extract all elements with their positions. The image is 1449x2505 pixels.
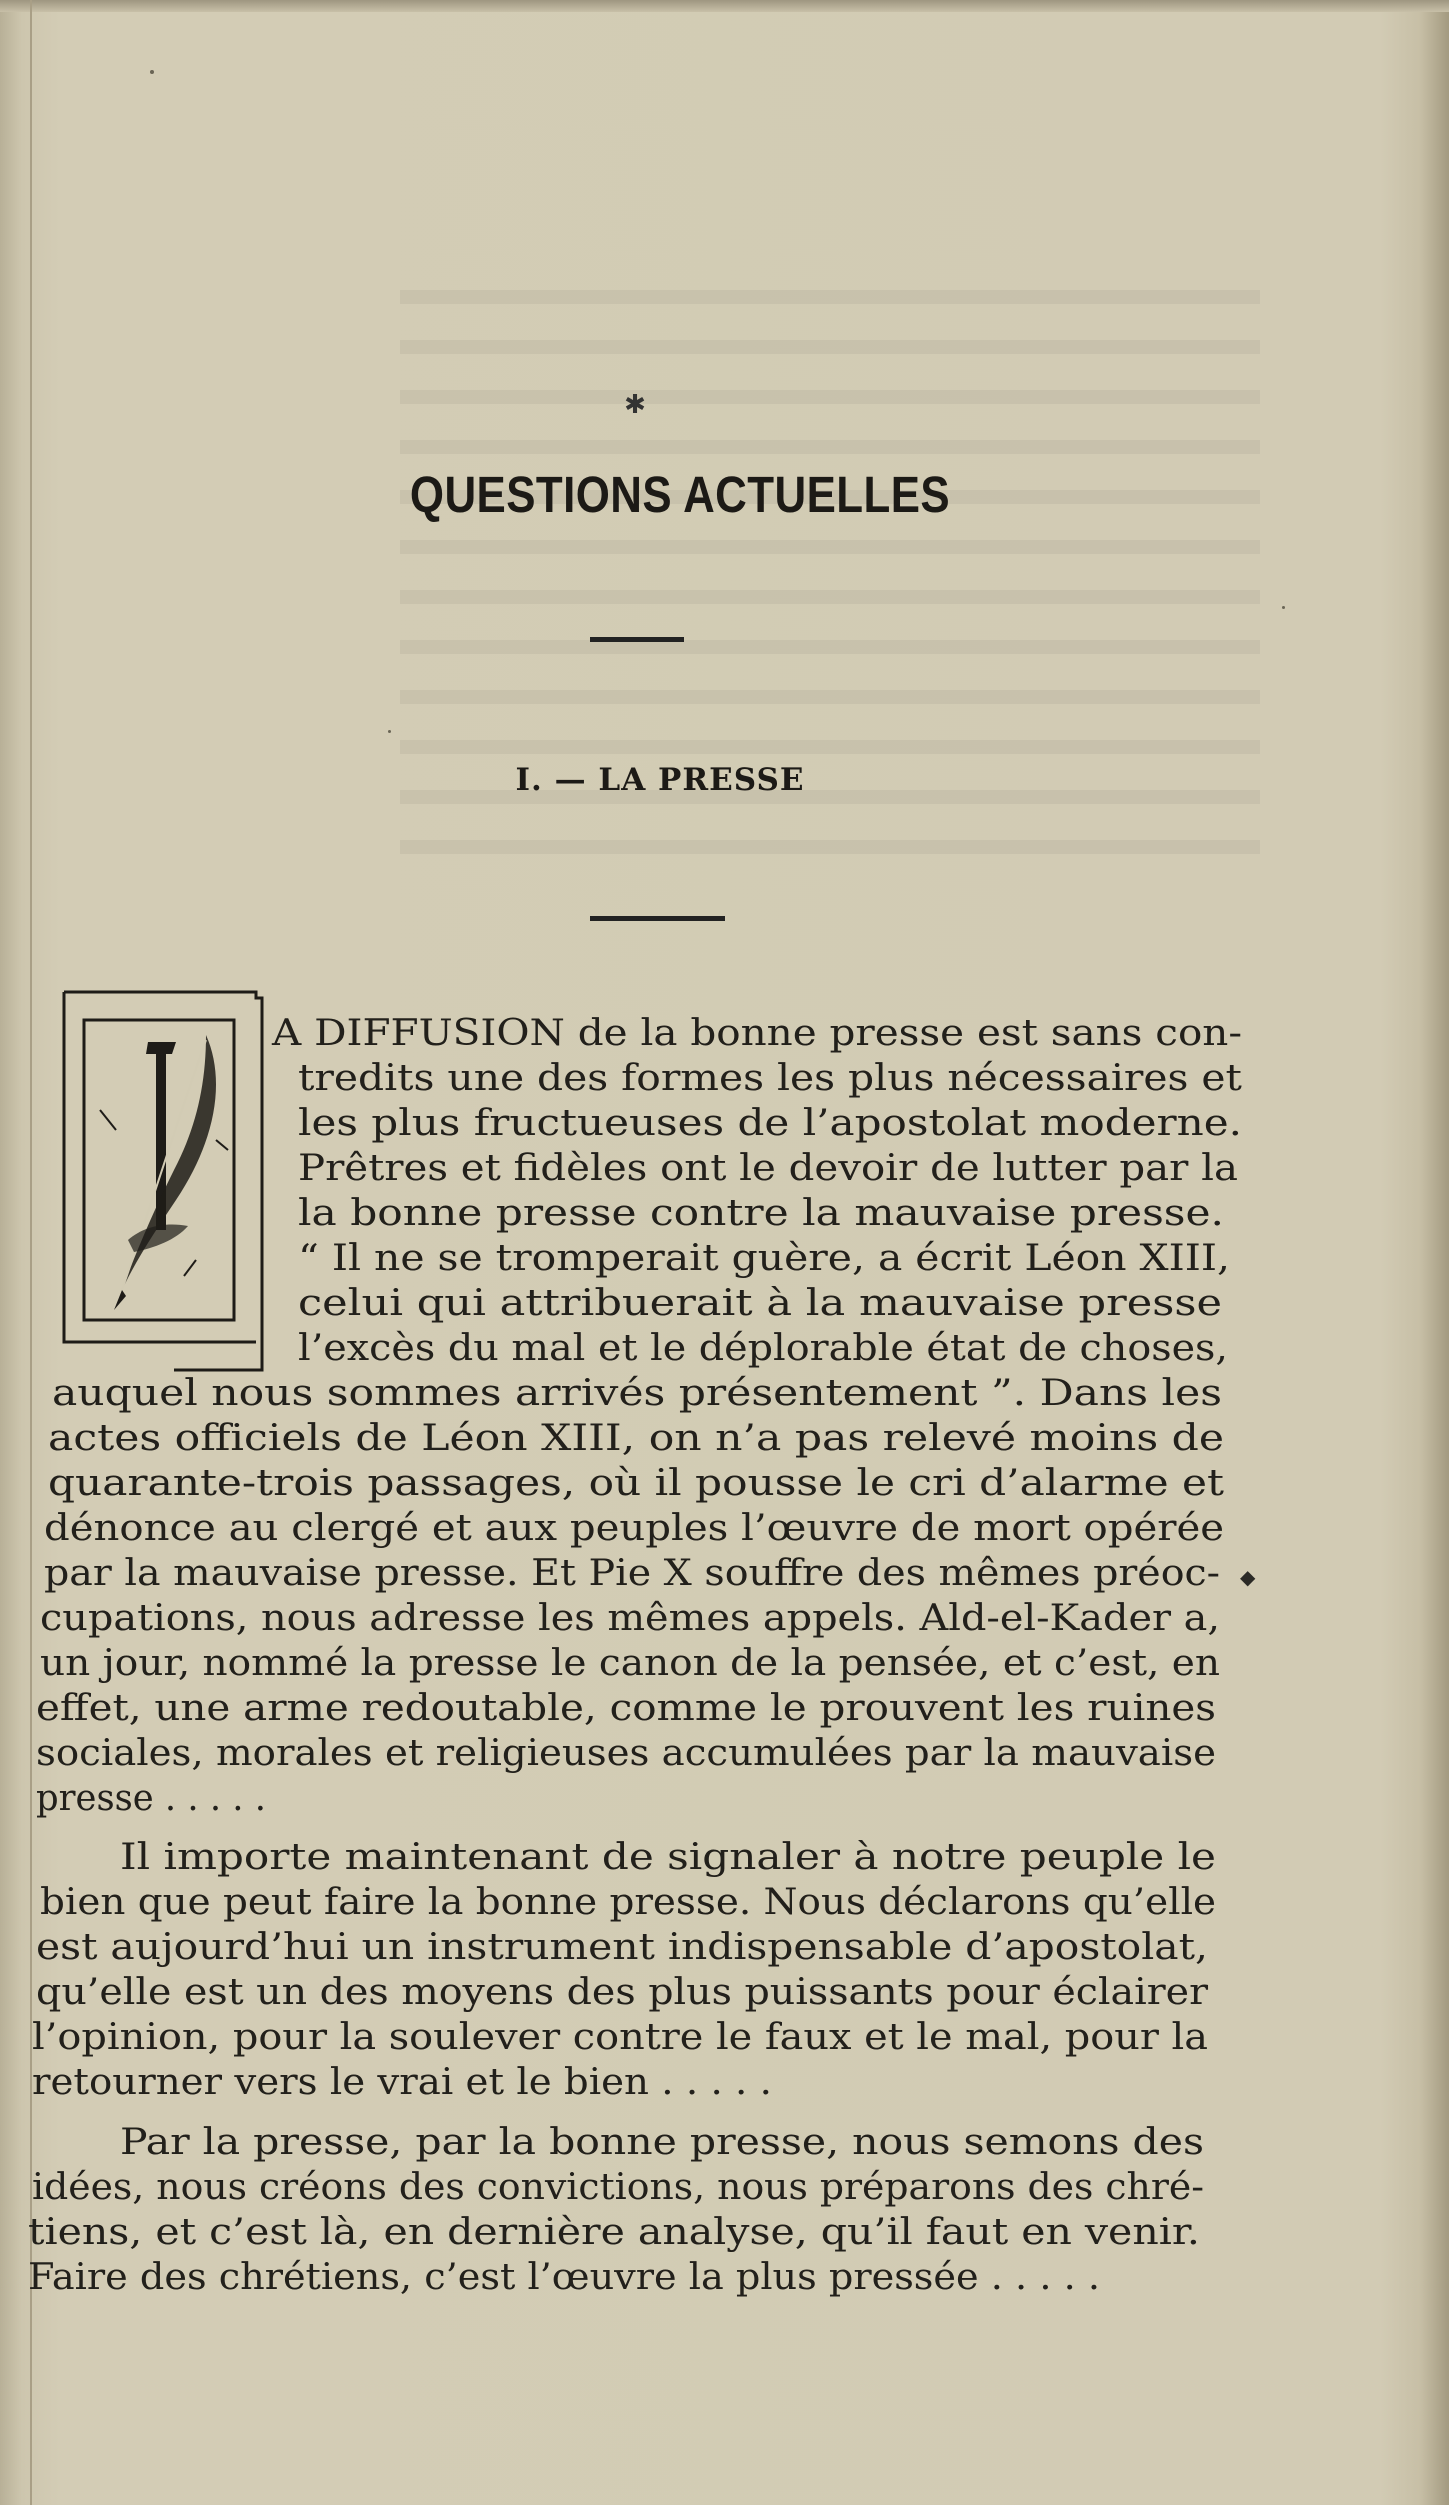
text-line: idées, nous créons des convictions, nous préparons des chré-: [32, 2167, 1204, 2208]
text-line: quarante-trois passages, où il pousse le cri d’alarme et: [48, 1463, 1225, 1504]
text-line: cupations, nous adresse les mêmes appels. Ald-el-Kader a,: [40, 1598, 1221, 1639]
text-line: A DIFFUSION de la bonne presse est sans con-: [272, 1013, 1243, 1054]
text-line: “ Il ne se tromperait guère, a écrit Léon XIII,: [298, 1238, 1231, 1279]
text-line: Il importe maintenant de signaler à notre peuple le: [120, 1837, 1217, 1878]
text-line: bien que peut faire la bonne presse. Nous déclarons qu’elle: [40, 1882, 1217, 1923]
text-line: par la mauvaise presse. Et Pie X souffre des mêmes préoc-: [44, 1553, 1221, 1594]
text-line: sociales, morales et religieuses accumulées par la mauvaise: [36, 1733, 1217, 1774]
text-line: Par la presse, par la bonne presse, nous semons des: [120, 2122, 1204, 2163]
paper-speck: [150, 70, 154, 74]
paper-speck: [388, 730, 391, 733]
text-line: effet, une arme redoutable, comme le prouvent les ruines: [36, 1688, 1217, 1729]
text-line: un jour, nommé la presse le canon de la pensée, et c’est, en: [40, 1643, 1221, 1684]
text-line: tiens, et c’est là, en dernière analyse, qu’il faut en venir.: [28, 2212, 1200, 2253]
text-line: les plus fructueuses de l’apostolat moderne.: [298, 1103, 1242, 1144]
text-line: tredits une des formes les plus nécessaires et: [298, 1058, 1242, 1099]
text-line: l’excès du mal et le déplorable état de choses,: [298, 1328, 1229, 1369]
text-line: actes officiels de Léon XIII, on n’a pas relevé moins de: [48, 1418, 1224, 1459]
text-line: dénonce au clergé et aux peuples l’œuvre de mort opérée: [44, 1508, 1225, 1549]
text-line: retourner vers le vrai et le bien . . . . .: [32, 2062, 772, 2103]
text-line: Faire des chrétiens, c’est l’œuvre la plus pressée . . . . .: [28, 2257, 1101, 2298]
text-line: la bonne presse contre la mauvaise presse.: [298, 1193, 1225, 1234]
section-title: I. — LA PRESSE: [515, 762, 805, 798]
text-line: l’opinion, pour la soulever contre le faux et le mal, pour la: [32, 2017, 1209, 2058]
margin-mark-icon: ◆: [1240, 1565, 1256, 1589]
text-line: est aujourd’hui un instrument indispensable d’apostolat,: [36, 1927, 1208, 1968]
paper-speck: [1282, 606, 1285, 609]
ornament-icon: ✱: [624, 390, 646, 420]
page-title: QUESTIONS ACTUELLES: [409, 466, 951, 523]
text-line: qu’elle est un des moyens des plus puissants pour éclairer: [36, 1972, 1208, 2013]
text-line: Prêtres et fidèles ont le devoir de lutter par la: [298, 1148, 1239, 1189]
text-line: celui qui attribuerait à la mauvaise presse: [298, 1283, 1222, 1324]
text-line: auquel nous sommes arrivés présentement ”. Dans les: [52, 1373, 1223, 1414]
text-line: presse . . . . .: [36, 1778, 267, 1819]
